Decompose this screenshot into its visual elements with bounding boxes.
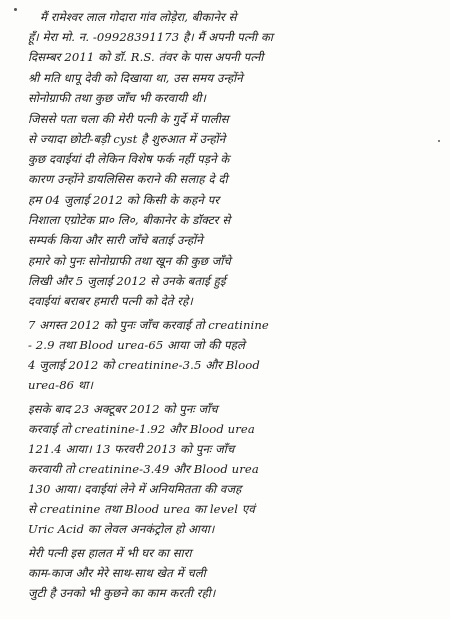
letter-line: हमारे को पुनः सोनोग्राफी तथा खून की कुछ जाँचे (28, 254, 231, 268)
letter-line: Uric Acid का लेवल अनकंट्रोल हो आया। (28, 522, 215, 536)
letter-line: निशाला एग्रोटेक प्रा० लि०, बीकानेर के डॉक्टर से (28, 213, 231, 227)
letter-line: 4 जुलाई 2012 को creatinine-3.5 और Blood (28, 358, 260, 372)
letter-line: 130 आया। दवाईयां लेने में अनियमितता की वजह (28, 482, 242, 496)
letter-line: करवाई तो creatinine-1.92 और Blood urea (28, 422, 255, 436)
letter-line: सोनोग्राफी तथा कुछ जाँच भी करवायी थी। (28, 91, 206, 105)
letter-line: कारण उन्होंने डायलिसिस कराने की सलाह दे दी (28, 172, 228, 186)
letter-line: लिखी और 5 जुलाई 2012 से उनके बताई हुई (28, 274, 226, 288)
letter-line: कुछ दवाईयां दी लेकिन विशेष फर्क नहीं पड़ने के (28, 152, 230, 166)
letter-line: श्री मति धापू देवी को दिखाया था, उस समय उन्होंने (28, 71, 243, 85)
letter-line: हम 04 जुलाई 2012 को किसी के कहने पर (28, 193, 220, 207)
letter-line: से ज्यादा छोटी-बड़ी cyst है शुरुआत में उन्होंने (28, 132, 226, 146)
letter-line: - 2.9 तथा Blood urea-65 आया जो की पहले (28, 338, 245, 352)
letter-line: करवायी तो creatinine-3.49 और Blood urea (28, 462, 259, 476)
letter-line: काम-काज और मेरे साथ-साथ खेत में चली (28, 566, 206, 580)
letter-line: मैं रामेश्वर लाल गोदारा गांव लोड़ेरा, बीकानेर से (40, 10, 237, 24)
scan-speck (14, 8, 17, 11)
letter-line: मेरी पत्नी इस हालत में भी घर का सारा (28, 546, 192, 560)
letter-line: दिसम्बर 2011 को डॉ. R.S. तंवर के पास अपनी पत्नी (28, 50, 264, 64)
letter-line: दवाईयां बराबर हमारी पत्नी को देते रहे। (28, 294, 193, 308)
letter-line: 7 अगस्त 2012 को पुनः जाँच करवाई तो creatinine (28, 318, 269, 332)
letter-line: जुटी है उनको भी कुछने का काम करती रही। (28, 586, 216, 600)
letter-line: से creatinine तथा Blood urea का level एवं (28, 502, 255, 516)
letter-line: इसके बाद 23 अक्टूबर 2012 को पुनः जाँच (28, 402, 218, 416)
letter-line: 121.4 आया। 13 फरवरी 2013 को पुनः जाँच (28, 442, 235, 456)
letter-line: urea-86 था। (28, 378, 93, 392)
letter-line: जिससे पता चला की मेरी पत्नी के गुर्दे में पालीस (28, 112, 229, 126)
letter-line: हूँ। मेरा मो. न. -09928391173 है। मैं अपनी पत्नी का (28, 30, 273, 44)
scan-speck (438, 140, 440, 142)
letter-line: सम्पर्क किया और सारी जाँचे बताई उन्होंने (28, 233, 203, 247)
